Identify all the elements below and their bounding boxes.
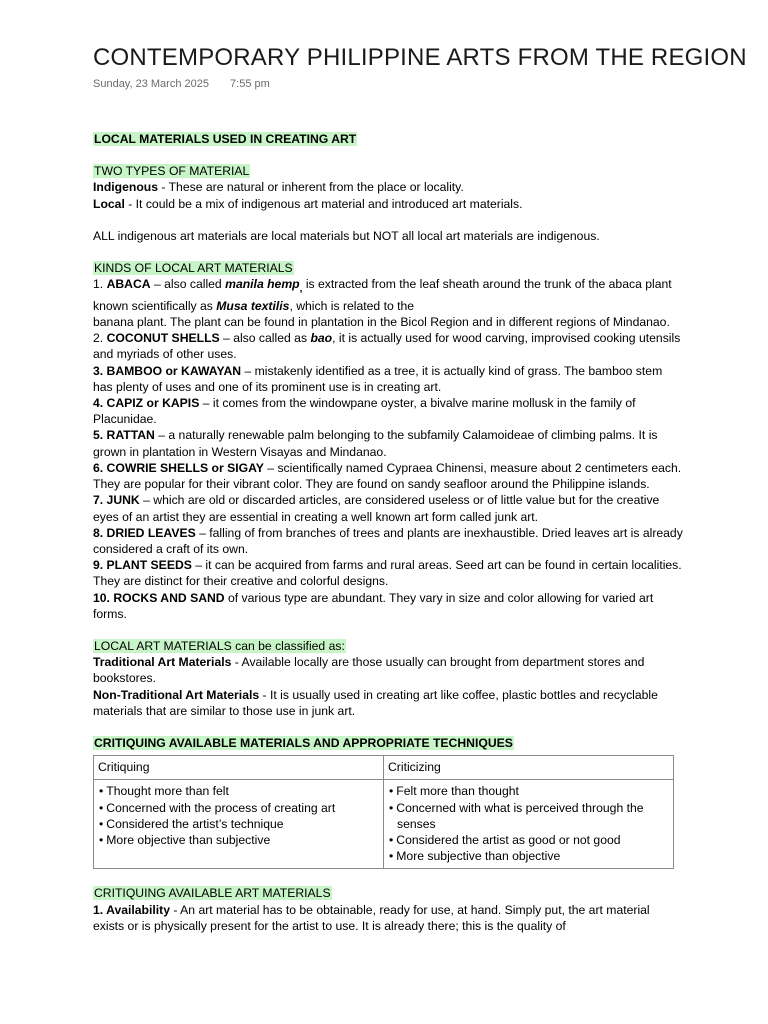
indigenous-note: ALL indigenous art materials are local materials but NOT all local art materials are indigenous. [93,228,600,243]
classified-heading: LOCAL ART MATERIALS can be classified as: [94,638,345,653]
list-item: • Felt more than thought [388,783,669,799]
comparison-table [93,755,674,869]
list-item: • Considered the artist as good or not good [388,832,669,848]
list-item: • More subjective than objective [388,848,669,864]
art-materials-heading: CRITIQUING AVAILABLE ART MATERIALS [94,886,331,901]
page-time: 7:55 pm [230,78,270,90]
kind-capiz: 4. CAPIZ or KAPIS – it comes from the windowpane oyster, a bivalve marine mollusk in the family of Placunidae. [93,396,636,427]
type-local: Local - It could be a mix of indigenous art material and introduced art materials. [93,196,523,211]
kind-rattan: 5. RATTAN – a naturally renewable palm belonging to the subfamily Calamoideae of climbing palms. It is grown in plantation in Western Visayas and Mindanao. [93,428,658,459]
page-title: CONTEMPORARY PHILIPPINE ARTS FROM THE REGION [93,44,747,71]
table-cell-critiquing [94,780,384,869]
list-item: • Concerned with the process of creating art [98,800,379,816]
list-item: • Concerned with what is perceived through the senses [388,800,669,832]
list-item: • More objective than subjective [98,832,379,848]
table-header-critiquing: Critiquing [94,756,384,780]
availability-paragraph: 1. Availability - An art material has to be obtainable, ready for use, at hand. Simply put, the art material exists or is physically present for the artist to use. It is already there; this is the quality of [93,902,650,933]
kind-cowrie-shells: 6. COWRIE SHELLS or SIGAY – scientifically named Cypraea Chinensi, measure about 2 centimeters each. They are popular for their vibrant color. They are found on sandy seafloor around the Philippine islands. [93,460,682,492]
kind-coconut-shells: 2. COCONUT SHELLS – also called as bao, it is actually used for wood carving, improvised cooking utensils and myriads of other uses. [93,331,681,362]
list-item: • Considered the artist’s technique [98,816,379,832]
kind-junk: 7. JUNK – which are old or discarded articles, are considered useless or of little value but for the creative eyes of an artist they are essential in creating a well known art form called junk art. [93,493,660,524]
section-heading-local-materials: LOCAL MATERIALS USED IN CREATING ART [94,132,357,146]
kind-abaca-continued: banana plant. The plant can be found in plantation in the Bicol Region and in different regions of Mindanao. [93,315,670,330]
kinds-heading: KINDS OF LOCAL ART MATERIALS [94,261,293,276]
kind-bamboo: 3. BAMBOO or KAWAYAN – mistakenly identified as a tree, it is actually kind of grass. The bamboo stem has plenty of uses and one of its prominent use is in creating art. [93,363,663,394]
classified-traditional: Traditional Art Materials - Available locally are those usually can brought from department stores and bookstores. [93,655,645,686]
note-content [93,131,683,934]
kind-abaca: 1. ABACA – also called manila hemp$_,$ is extracted from the leaf sheath around the trunk of the abaca plant known scientifically as Musa textilis, which is related to the [93,277,672,313]
kind-dried-leaves: 8. DRIED LEAVES – falling of from branches of trees and plants are inexhaustible. Dried leaves art is already considered a craft of its own. [93,525,683,556]
table-cell-criticizing [384,780,674,869]
list-item: • Thought more than felt [98,783,379,799]
kind-plant-seeds: 9. PLANT SEEDS – it can be acquired from farms and rural areas. Seed art can be found in certain localities. They are distinct for their creative and colorful designs. [93,558,682,589]
types-heading: TWO TYPES OF MATERIAL [94,164,250,179]
table-header-criticizing: Criticizing [384,756,674,780]
page-date: Sunday, 23 March 2025 [93,78,209,90]
critiquing-heading: CRITIQUING AVAILABLE MATERIALS AND APPROPRIATE TECHNIQUES [94,735,513,750]
kind-rocks-and-sand: 10. ROCKS AND SAND of various type are abundant. They vary in size and color allowing for varied art forms. [93,590,654,621]
type-indigenous: Indigenous - These are natural or inherent from the place or locality. [93,180,464,195]
classified-non-traditional: Non-Traditional Art Materials - It is usually used in creating art like coffee, plastic bottles and recyclable materials that are similar to those use in junk art. [93,687,658,718]
page-meta [93,78,270,90]
